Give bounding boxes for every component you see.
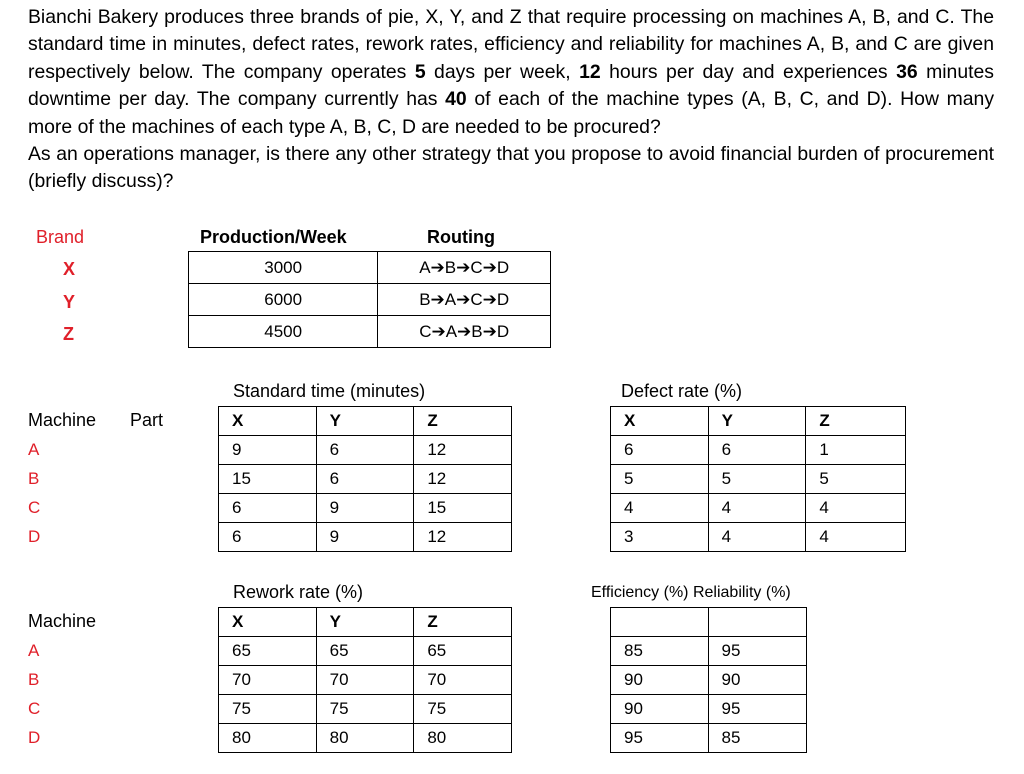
- cell: 70: [414, 666, 512, 695]
- table-row: [219, 666, 512, 695]
- header-y: Y: [316, 407, 414, 436]
- empty-header-cell: [708, 608, 807, 637]
- cell: 80: [414, 724, 512, 753]
- q-line2: The standard time in minutes, defect rates, rework rates, efficiency and reliability for machines A, B, and: [28, 6, 994, 56]
- rework-rate-table: [218, 607, 512, 753]
- cell: 1: [806, 436, 906, 465]
- cell: 9: [316, 523, 414, 552]
- q-line6: As an operations manager, is there any other strategy that you propose to avoid financial burden of: [28, 143, 880, 166]
- cell: 6: [219, 523, 317, 552]
- reliability-cell: 85: [708, 724, 807, 753]
- table-header-row: [219, 608, 512, 637]
- cell: 65: [414, 637, 512, 666]
- table-row: [611, 637, 807, 666]
- reliability-cell: 90: [708, 666, 807, 695]
- brand-y: Y: [63, 292, 76, 312]
- table-row: [189, 284, 551, 316]
- efficiency-cell: 85: [611, 637, 709, 666]
- q-line5: (A, B, C, and D). How many more of the machines of each type A, B, C, D are needed to be procured?: [28, 88, 995, 138]
- table-row: [611, 523, 906, 552]
- cell: 6: [316, 436, 414, 465]
- cell: 5: [708, 465, 806, 494]
- cell: 75: [414, 695, 512, 724]
- routing-cell: C➔A➔B➔D: [378, 316, 551, 348]
- brand-table: [188, 251, 551, 348]
- cell: 6: [316, 465, 414, 494]
- table-row: [219, 695, 512, 724]
- header-y: Y: [316, 608, 414, 637]
- q-line4c: of each of the machine types: [466, 88, 734, 111]
- efficiency-cell: 90: [611, 695, 709, 724]
- cell: 5: [806, 465, 906, 494]
- header-y: Y: [708, 407, 806, 436]
- table-header-row: [611, 608, 807, 637]
- table-row: [611, 695, 807, 724]
- part-label: Part: [130, 410, 164, 430]
- cell: 80: [219, 724, 317, 753]
- cell: 9: [316, 494, 414, 523]
- cell: 4: [806, 523, 906, 552]
- header-z: Z: [414, 608, 512, 637]
- production-header: Production/Week: [200, 227, 347, 247]
- table-row: [219, 494, 512, 523]
- machine-label: Machine: [28, 410, 97, 430]
- days-value: 5: [414, 60, 426, 83]
- routing-cell: B➔A➔C➔D: [378, 284, 551, 316]
- cell: 65: [219, 637, 317, 666]
- production-cell: 3000: [189, 252, 378, 284]
- machine-b-label-2: B: [28, 670, 40, 689]
- machine-c-label-2: C: [28, 699, 41, 718]
- machine-a-label: A: [28, 440, 40, 459]
- table-header-row: [611, 407, 906, 436]
- routing-cell: A➔B➔C➔D: [378, 252, 551, 284]
- machine-label-2: Machine: [28, 611, 97, 631]
- table-row: [219, 436, 512, 465]
- q-line4b: minutes downtime per day. The company currently has: [28, 60, 994, 111]
- standard-time-table: [218, 406, 512, 552]
- cell: 6: [611, 436, 709, 465]
- hours-value: 12: [579, 60, 601, 83]
- defect-rate-table: [610, 406, 906, 552]
- cell: 5: [611, 465, 709, 494]
- reliability-cell: 95: [708, 695, 807, 724]
- q-line7: procurement (briefly discuss)?: [28, 143, 994, 193]
- cell: 70: [219, 666, 317, 695]
- downtime-value: 36: [896, 60, 918, 83]
- cell: 4: [708, 494, 806, 523]
- defect-rate-title: Defect rate (%): [621, 381, 743, 401]
- q-line3a: C are given respectively below. The company operates: [28, 33, 994, 83]
- cell: 75: [219, 695, 317, 724]
- eff-rel-title: Efficiency (%) Reliability (%): [591, 584, 791, 601]
- empty-header-cell: [611, 608, 709, 637]
- table-row: [611, 436, 906, 465]
- cell: 15: [414, 494, 512, 523]
- cell: 4: [708, 523, 806, 552]
- cell: 12: [414, 523, 512, 552]
- table-row: [219, 724, 512, 753]
- cell: 15: [219, 465, 317, 494]
- brand-z: Z: [63, 324, 74, 344]
- table-row: [611, 494, 906, 523]
- routing-header: Routing: [427, 227, 495, 247]
- machine-d-label-2: D: [28, 728, 41, 747]
- table-row: [219, 465, 512, 494]
- q-line4a: experiences: [783, 60, 897, 83]
- machine-b-label: B: [28, 469, 40, 488]
- brand-x: X: [63, 259, 76, 279]
- cell: 12: [414, 436, 512, 465]
- cell: 65: [316, 637, 414, 666]
- cell: 4: [611, 494, 709, 523]
- table-row: [219, 637, 512, 666]
- cell: 9: [219, 436, 317, 465]
- question-text: [28, 4, 994, 196]
- production-cell: 4500: [189, 316, 378, 348]
- q-line3c: hours per day and: [600, 60, 775, 83]
- cell: 70: [316, 666, 414, 695]
- q-line3b: days per week,: [425, 60, 580, 83]
- header-z: Z: [806, 407, 906, 436]
- standard-time-title: Standard time (minutes): [233, 381, 426, 401]
- machine-c-label: C: [28, 498, 41, 517]
- production-cell: 6000: [189, 284, 378, 316]
- machine-d-label: D: [28, 527, 41, 546]
- efficiency-cell: 95: [611, 724, 709, 753]
- efficiency-cell: 90: [611, 666, 709, 695]
- cell: 3: [611, 523, 709, 552]
- header-x: X: [611, 407, 709, 436]
- q-line1: Bianchi Bakery produces three brands of pie, X, Y, and Z that require processing on machines A, B, and C.: [28, 6, 955, 28]
- cell: 12: [414, 465, 512, 494]
- header-z: Z: [414, 407, 512, 436]
- header-x: X: [219, 608, 317, 637]
- header-x: X: [219, 407, 317, 436]
- table-row: [219, 523, 512, 552]
- table-header-row: [219, 407, 512, 436]
- brand-label: Brand: [36, 227, 85, 247]
- cell: 75: [316, 695, 414, 724]
- table-row: [611, 465, 906, 494]
- table-row: [189, 316, 551, 348]
- cell: 6: [708, 436, 806, 465]
- cell: 6: [219, 494, 317, 523]
- cell: 80: [316, 724, 414, 753]
- machine-a-label-2: A: [28, 641, 40, 660]
- table-row: [611, 666, 807, 695]
- reliability-cell: 95: [708, 637, 807, 666]
- eff-rel-table: [610, 607, 807, 753]
- machines-value: 40: [445, 88, 467, 111]
- rework-rate-title: Rework rate (%): [233, 582, 364, 602]
- table-row: [189, 252, 551, 284]
- cell: 4: [806, 494, 906, 523]
- table-row: [611, 724, 807, 753]
